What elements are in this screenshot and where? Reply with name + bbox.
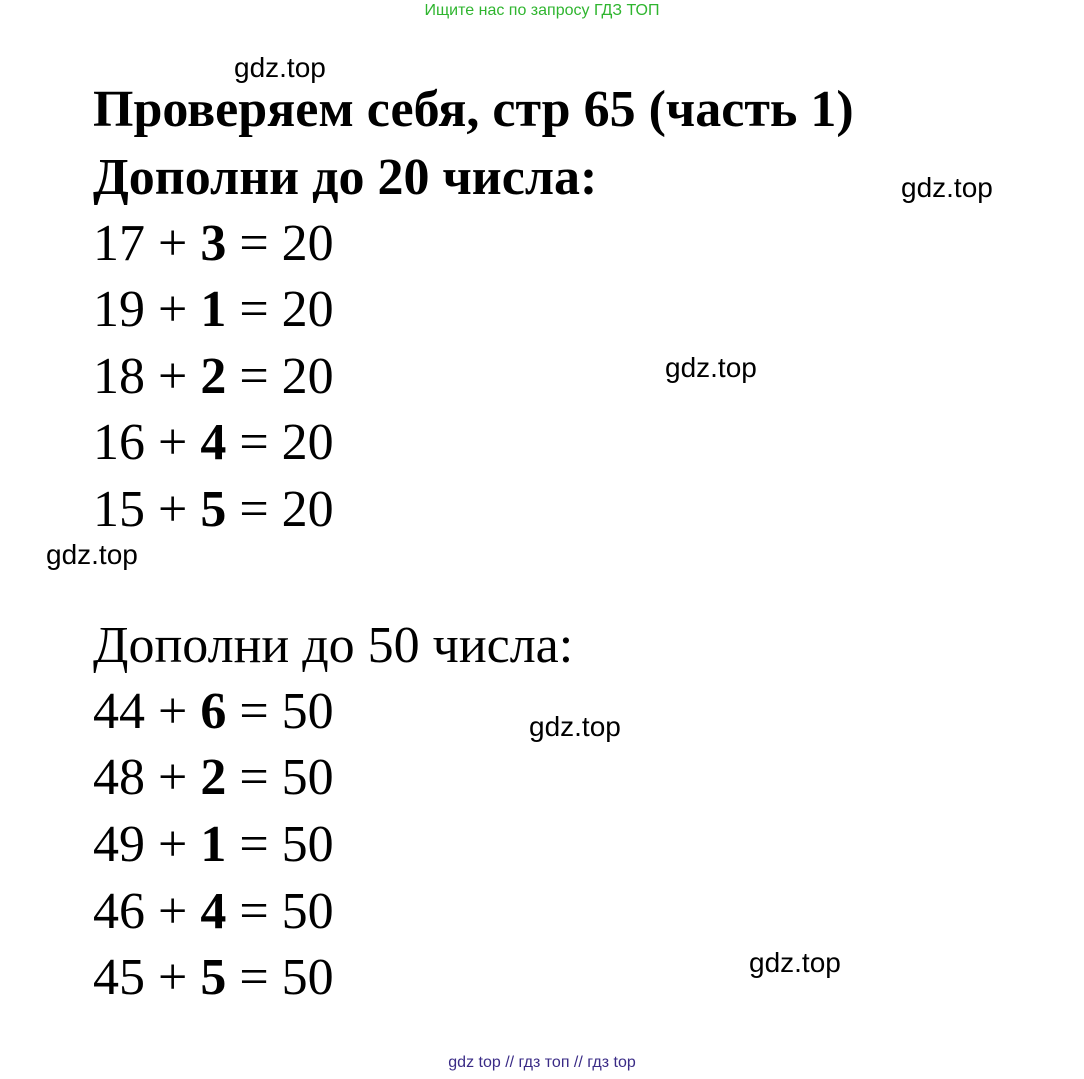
watermark: gdz.top [665, 352, 757, 383]
sum: 20 [281, 414, 334, 471]
addend: 49 [93, 816, 145, 873]
answer: 6 [200, 683, 227, 740]
addend: 44 [93, 683, 145, 740]
sum: 50 [281, 816, 334, 873]
addend: 17 [93, 215, 145, 272]
answer: 5 [200, 481, 227, 538]
sum: 20 [281, 215, 334, 272]
answer: 4 [200, 883, 227, 940]
addend: 46 [93, 883, 145, 940]
sum: 20 [281, 281, 334, 338]
equation-row: 15 + 5 = 20 [93, 481, 334, 538]
answer: 3 [200, 215, 227, 272]
sum: 50 [281, 683, 334, 740]
equation-row: 46 + 4 = 50 [93, 883, 334, 940]
addend: 18 [93, 348, 145, 405]
watermark: gdz.top [529, 711, 621, 742]
equation-row: 49 + 1 = 50 [93, 816, 334, 873]
section2-title: Дополни до 50 числа: [93, 617, 574, 674]
equation-row: 44 + 6 = 50 [93, 683, 334, 740]
answer: 2 [200, 348, 227, 405]
watermark: gdz.top [749, 947, 841, 978]
equation-row: 19 + 1 = 20 [93, 281, 334, 338]
addend: 48 [93, 749, 145, 806]
addend: 19 [93, 281, 145, 338]
addend: 16 [93, 414, 145, 471]
answer: 5 [200, 949, 227, 1006]
addend: 15 [93, 481, 145, 538]
answer: 2 [200, 749, 227, 806]
answer: 4 [200, 414, 227, 471]
equation-row: 48 + 2 = 50 [93, 749, 334, 806]
page-heading: Проверяем себя, стр 65 (часть 1) [93, 81, 854, 138]
sum: 50 [281, 949, 334, 1006]
answer: 1 [200, 281, 227, 338]
footer-links[interactable]: gdz top // гдз топ // гдз top [448, 1054, 636, 1071]
equation-row: 16 + 4 = 20 [93, 414, 334, 471]
equation-row: 45 + 5 = 50 [93, 949, 334, 1006]
sum: 50 [281, 749, 334, 806]
sum: 20 [281, 481, 334, 538]
equation-row: 18 + 2 = 20 [93, 348, 334, 405]
answer: 1 [200, 816, 227, 873]
watermark: gdz.top [901, 172, 993, 203]
watermark: gdz.top [46, 539, 138, 570]
sum: 50 [281, 883, 334, 940]
sum: 20 [281, 348, 334, 405]
section1-title: Дополни до 20 числа: [93, 149, 598, 206]
equation-row: 17 + 3 = 20 [93, 215, 334, 272]
top-banner[interactable]: Ищите нас по запросу ГДЗ ТОП [424, 2, 660, 19]
addend: 45 [93, 949, 145, 1006]
watermark: gdz.top [234, 52, 326, 83]
